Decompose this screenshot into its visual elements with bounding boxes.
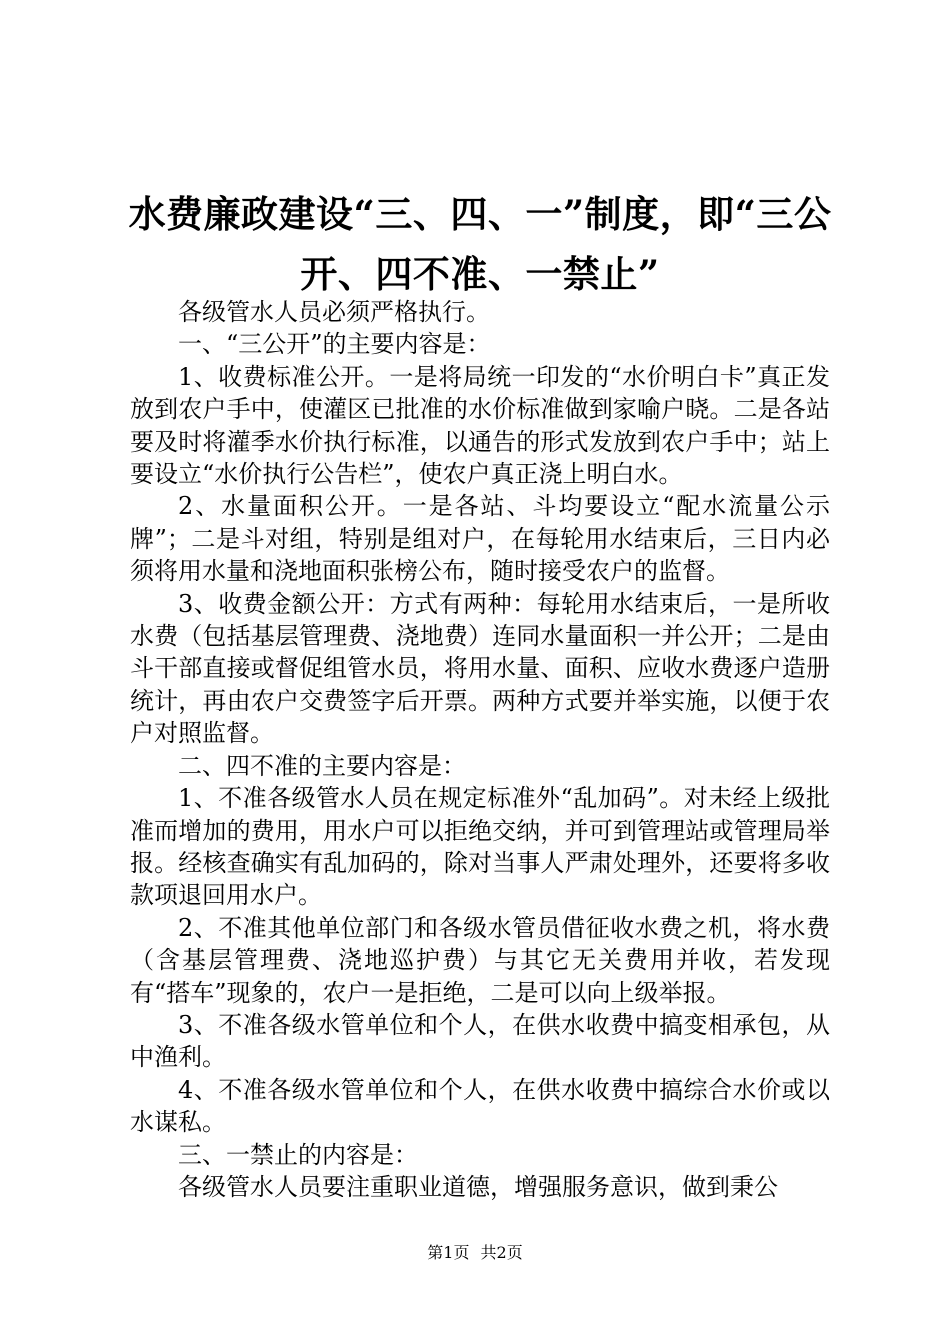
paragraph-prohibition-4: 4、不准各级水管单位和个人，在供水收费中搞综合水价或以水谋私。	[130, 1075, 830, 1137]
page-total: 共2页	[480, 1243, 523, 1262]
paragraph-prohibition-2: 2、不准其他单位部门和各级水管员借征收水费之机，将水费（含基层管理费、浇地巡护费）与其它无关费用并收，若发现有“搭车”现象的，农户一是拒绝，二是可以向上级举报。	[130, 913, 830, 1007]
title-line-2: 开、四不准、一禁止”	[300, 252, 660, 296]
paragraph-fee-standard: 1、收费标准公开。一是将局统一印发的“水价明白卡”真正发放到农户手中，使灌区已批准的水价标准做到家喻户晓。二是各站要及时将灌季水价执行标准，以通告的形式发放到农户手中；站上要设立“水价执行公告栏”，使农户真正浇上明白水。	[130, 362, 830, 489]
page-number: 第1页	[427, 1243, 470, 1262]
paragraph-intro: 各级管水人员必须严格执行。	[178, 298, 490, 326]
section-heading-three-public: 一、“三公开”的主要内容是：	[178, 330, 491, 359]
section-heading-four-prohibitions: 二、四不准的主要内容是：	[178, 751, 466, 780]
paragraph-prohibition-3: 3、不准各级水管单位和个人，在供水收费中搞变相承包，从中渔利。	[130, 1010, 830, 1072]
page-footer	[0, 1243, 950, 1263]
document-title	[120, 184, 840, 304]
paragraph-water-area: 2、水量面积公开。一是各站、斗均要设立“配水流量公示牌”；二是斗对组，特别是组对户，在每轮用水结束后，三日内必须将用水量和浇地面积张榜公布，随时接受农户的监督。	[130, 492, 830, 586]
title-line-1: 水费廉政建设“三、四、一”制度，即“三公	[128, 192, 832, 236]
document-body	[130, 296, 830, 1203]
paragraph-fee-amount: 3、收费金额公开：方式有两种：每轮用水结束后，一是所收水费（包括基层管理费、浇地费）连同水量面积一并公开；二是由斗干部直接或督促组管水员，将用水量、面积、应收水费逐户造册统计，再由农户交费签字后开票。两种方式要并举实施，以便于农户对照监督。	[130, 589, 830, 748]
paragraph-ban-content: 各级管水人员要注重职业道德，增强服务意识，做到秉公	[178, 1172, 778, 1201]
section-heading-one-ban: 三、一禁止的内容是：	[178, 1140, 418, 1169]
paragraph-prohibition-1: 1、不准各级管水人员在规定标准外“乱加码”。对未经上级批准而增加的费用，用水户可以拒绝交纳，并可到管理站或管理局举报。经核查确实有乱加码的，除对当事人严肃处理外，还要将多收款项退回用水户。	[130, 784, 830, 910]
